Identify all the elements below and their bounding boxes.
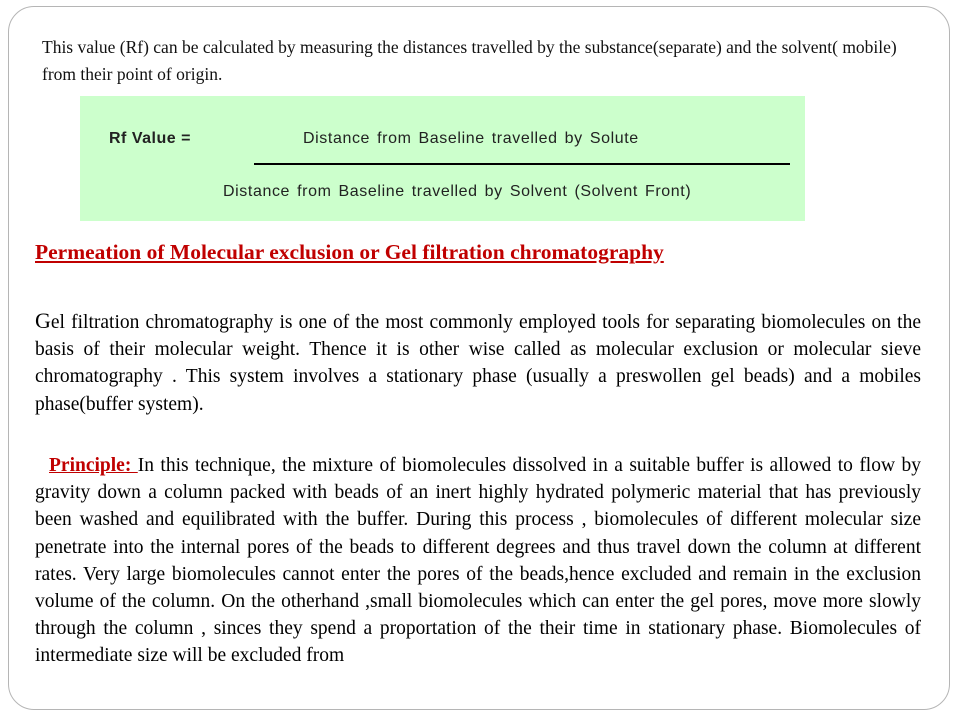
principle-paragraph-text: In this technique, the mixture of biomolecules dissolved in a suitable buffer is allowed to flow by gravity down a column packed with beads of an inert highly hydrated polymeric material that has previously been washed and equilibrated with the buffer. During this process , biomolecules of different molecular size penetrate into the internal pores of the beads to different degrees and thus travel down the column at different rates. Very large biomolecules cannot enter the pores of the beads,hence excluded and remain in the exclusion volume of the column. On the otherhand ,small biomolecules which can enter the gel pores, move more slowly through the column , sinces they spend a proportation of the their time in stationary phase. Biomolecules of intermediate size will be excluded from [35,455,921,667]
intro-text: This value (Rf) can be calculated by measuring the distances travelled by the substance(separate) and the solvent( mobile) from their point of origin. [42,37,897,84]
rf-formula-denominator: Distance from Baseline travelled by Solvent (Solvent Front) [223,183,692,200]
gel-filtration-paragraph-text: el filtration chromatography is one of the most commonly employed tools for separating biomolecules on the basis of their molecular weight. Thence it is other wise called as molecular exclusion or molecular sieve chromatography . This system involves a stationary phase (usually a preswollen gel beads) and a mobiles phase(buffer system). [35,312,921,415]
slide-frame [8,6,950,710]
drop-letter: G [35,308,51,333]
fraction-bar [254,163,790,165]
gel-filtration-paragraph [35,307,921,418]
rf-formula-label: Rf Value = [109,130,191,147]
rf-formula-numerator: Distance from Baseline travelled by Solute [303,130,639,147]
principle-paragraph [35,452,921,670]
section-heading: Permeation of Molecular exclusion or Gel filtration chromatography [35,240,664,264]
principle-label: Principle: [49,455,138,476]
rf-formula-box [80,96,805,221]
